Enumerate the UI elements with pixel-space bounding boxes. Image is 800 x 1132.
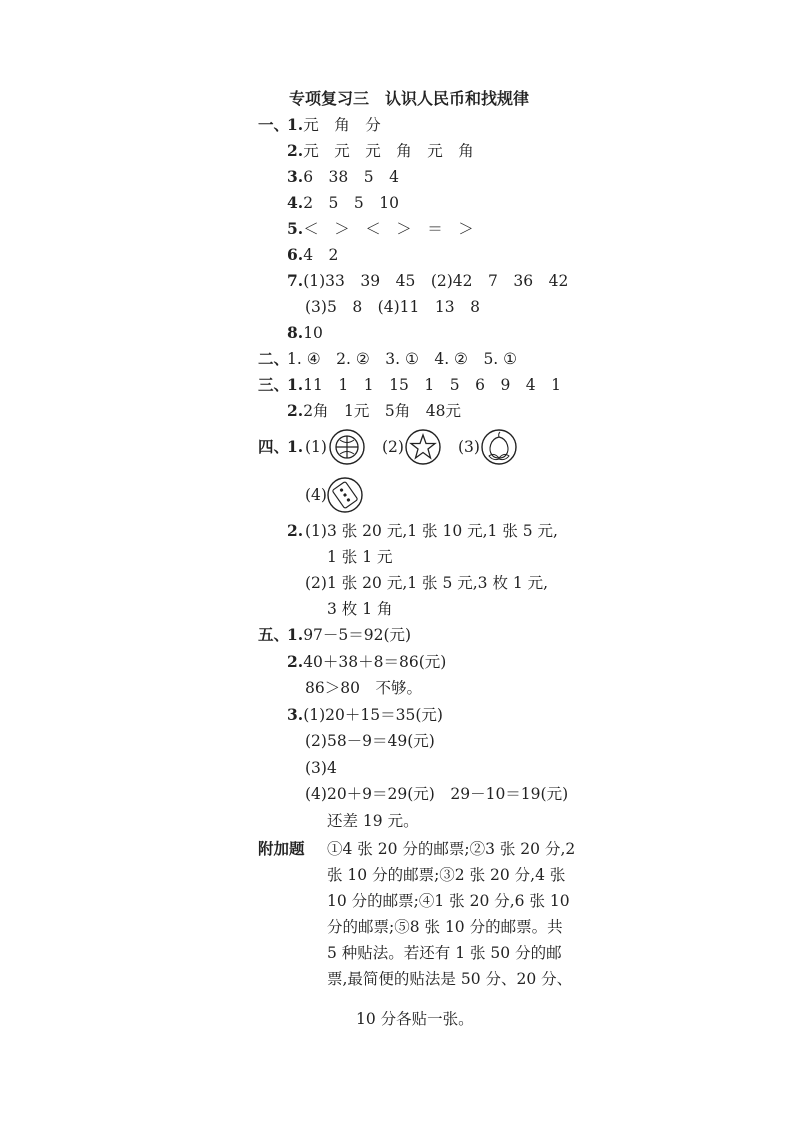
answer-3-2: 2.2角 1元 5角 48元 xyxy=(287,401,461,420)
answer-1-7: 7.(1)33 39 45 (2)42 7 36 42 xyxy=(287,271,569,290)
answer-5-2-cont: 86＞80 不够。 xyxy=(305,679,422,697)
extra-line-5: 5 种贴法。若还有 1 张 50 分的邮 xyxy=(327,944,562,962)
answer-3-1: 1.11 1 1 15 1 5 6 9 4 1 xyxy=(287,375,562,394)
section-4-label: 四、 xyxy=(258,438,290,456)
answer-5-3-5: 还差 19 元。 xyxy=(327,812,419,830)
ball-circle-icon xyxy=(328,428,366,466)
section-5-label: 五、 xyxy=(258,626,290,644)
answer-5-1: 1.97－5＝92(元) xyxy=(287,625,412,644)
peach-circle-icon xyxy=(480,428,518,466)
figure-1-caption: (1) xyxy=(305,438,327,456)
answer-1-3: 3.6 38 5 4 xyxy=(287,167,399,186)
answer-1-4: 4.2 5 5 10 xyxy=(287,193,399,212)
extra-line-4: 分的邮票;⑤8 张 10 分的邮票。共 xyxy=(327,918,563,936)
extra-label: 附加题 xyxy=(258,840,305,858)
answer-5-3-4: (4)20＋9＝29(元) 29－10＝19(元) xyxy=(305,785,569,803)
extra-line-6: 票,最简便的贴法是 50 分、20 分、 xyxy=(327,970,573,988)
extra-line-3: 10 分的邮票;④1 张 20 分,6 张 10 xyxy=(327,892,570,910)
star-circle-icon xyxy=(404,428,442,466)
domino-circle-icon xyxy=(326,476,364,514)
answer-4-2-line-3: (2)1 张 20 元,1 张 5 元,3 枚 1 元, xyxy=(305,574,549,592)
answer-1-5: 5.＜ ＞ ＜ ＞ ＝ ＞ xyxy=(287,219,474,238)
page-title: 专项复习三 认识人民币和找规律 xyxy=(289,89,530,108)
answer-4-1-num: 1. xyxy=(287,437,304,456)
answer-2: 1. ④ 2. ② 3. ① 4. ② 5. ① xyxy=(287,350,518,368)
answer-5-3: 3.(1)20＋15＝35(元) xyxy=(287,705,443,724)
extra-line-7: 10 分各贴一张。 xyxy=(356,1010,474,1028)
answer-4-2-line-4: 3 枚 1 角 xyxy=(327,600,393,618)
section-2-label: 二、 xyxy=(258,350,290,368)
answer-1-8: 8.10 xyxy=(287,323,323,342)
answer-5-2: 2.40＋38＋8＝86(元) xyxy=(287,652,447,671)
answer-4-2-line-1: (1)3 张 20 元,1 张 10 元,1 张 5 元, xyxy=(305,522,558,540)
section-1-label: 一、 xyxy=(258,116,290,134)
answer-4-2-num: 2. xyxy=(287,521,304,540)
figure-2-caption: (2) xyxy=(382,438,404,456)
answer-1-7-cont: (3)5 8 (4)11 13 8 xyxy=(305,298,480,316)
answer-1-6: 6.4 2 xyxy=(287,245,339,264)
answer-1-2: 2.元 元 元 角 元 角 xyxy=(287,141,474,160)
answer-1-1: 1.元 角 分 xyxy=(287,115,381,134)
figure-3-caption: (3) xyxy=(458,438,480,456)
answer-5-3-2: (2)58－9＝49(元) xyxy=(305,732,435,750)
figure-4-caption: (4) xyxy=(305,486,327,504)
section-3-label: 三、 xyxy=(258,376,290,394)
extra-line-1: ①4 张 20 分的邮票;②3 张 20 分,2 xyxy=(327,840,576,858)
answer-4-2-line-2: 1 张 1 元 xyxy=(327,548,393,566)
extra-line-2: 张 10 分的邮票;③2 张 20 分,4 张 xyxy=(327,866,566,884)
answer-5-3-3: (3)4 xyxy=(305,759,337,777)
